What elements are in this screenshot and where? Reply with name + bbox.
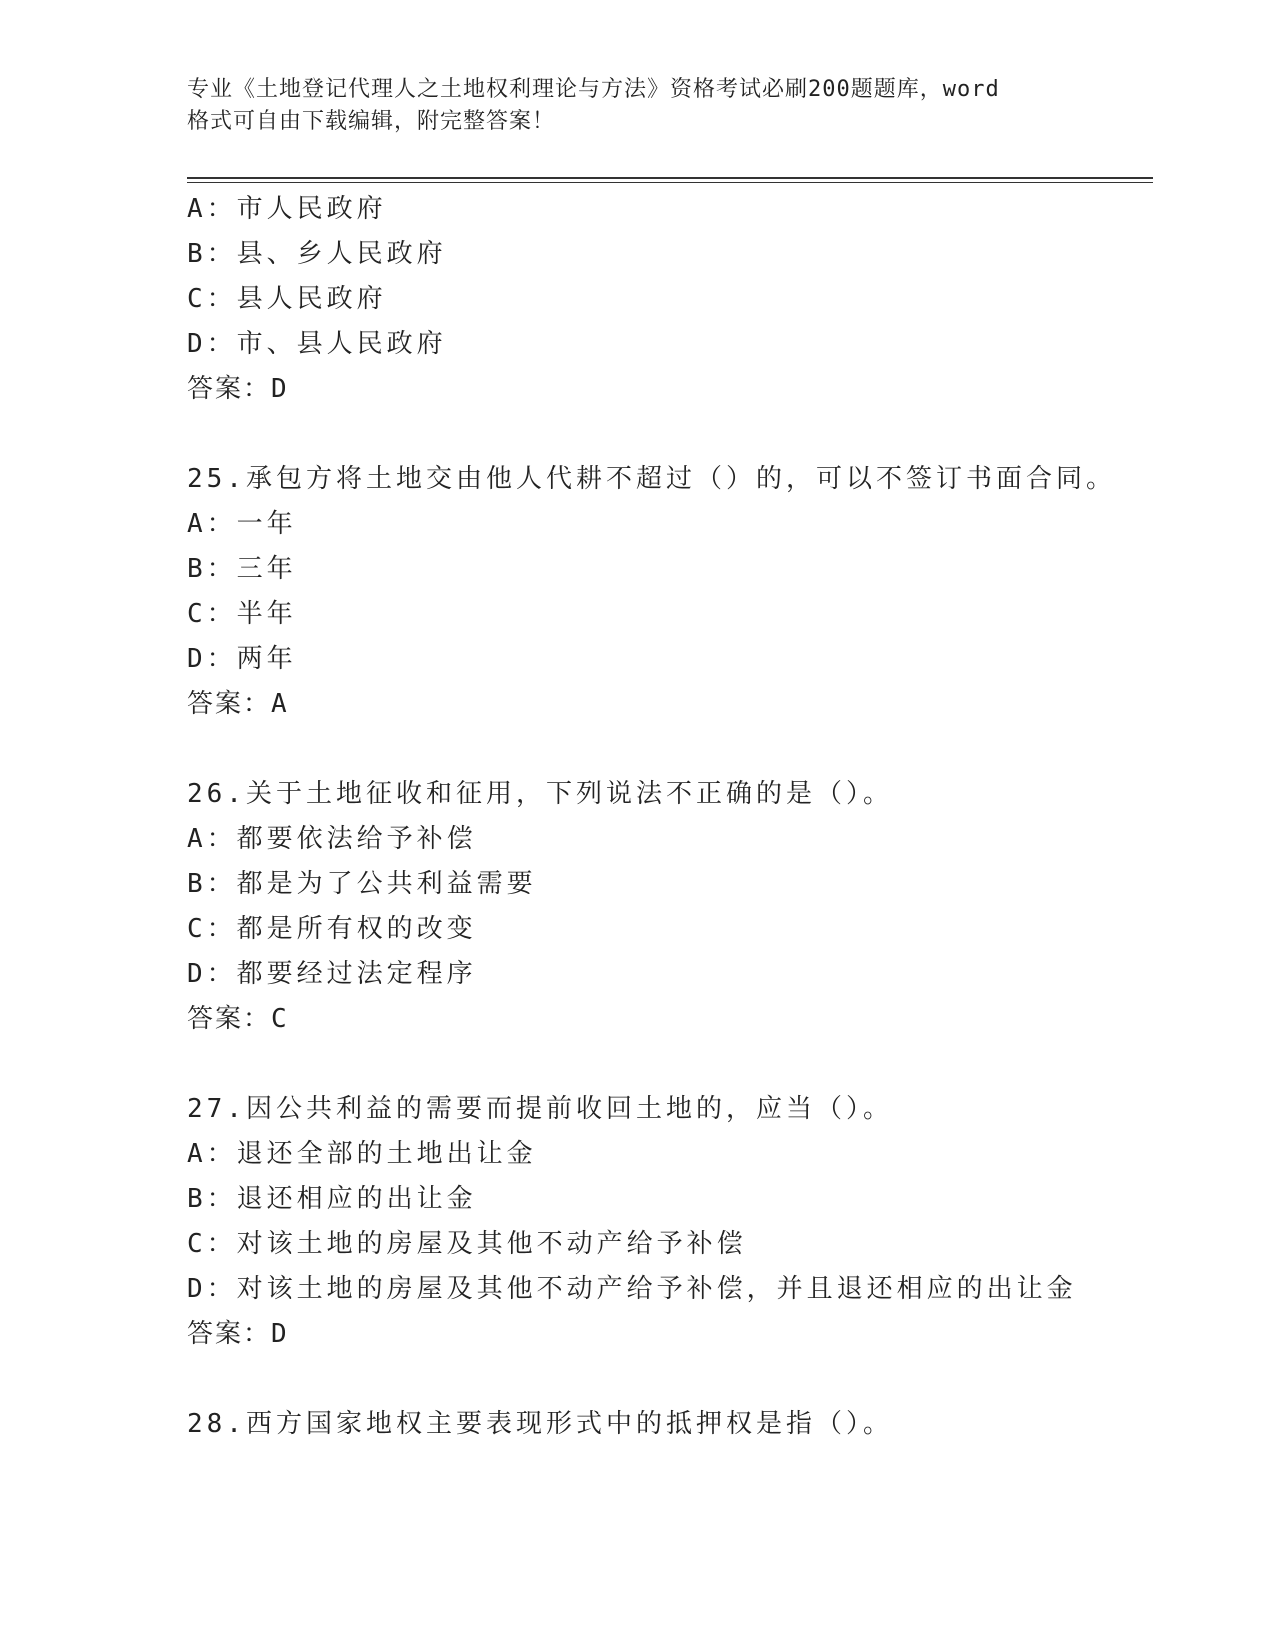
answer-q24: 答案：D bbox=[187, 374, 289, 404]
option-b-q24: B：县、乡人民政府 bbox=[187, 239, 447, 269]
option-d-q24: D：市、县人民政府 bbox=[187, 329, 447, 359]
option-a-q24: A：市人民政府 bbox=[187, 194, 387, 224]
header-divider-thin bbox=[187, 182, 1153, 183]
option-a-q25: A：一年 bbox=[187, 509, 297, 539]
option-c-q25: C：半年 bbox=[187, 599, 297, 629]
header-line-1: 专业《土地登记代理人之土地权利理论与方法》资格考试必刷200题题库，word bbox=[187, 77, 1000, 102]
document-header bbox=[187, 74, 1067, 138]
header-divider-thick bbox=[187, 177, 1153, 179]
question-26: 26.关于土地征收和征用，下列说法不正确的是（）。 bbox=[187, 779, 893, 809]
option-c-q24: C：县人民政府 bbox=[187, 284, 387, 314]
option-b-q26: B：都是为了公共利益需要 bbox=[187, 869, 537, 899]
option-a-q27: A：退还全部的土地出让金 bbox=[187, 1139, 537, 1169]
header-line-2: 格式可自由下载编辑，附完整答案！ bbox=[187, 109, 556, 134]
answer-q25: 答案：A bbox=[187, 689, 289, 719]
option-b-q25: B：三年 bbox=[187, 554, 297, 584]
answer-q27: 答案：D bbox=[187, 1319, 289, 1349]
question-27: 27.因公共利益的需要而提前收回土地的，应当（）。 bbox=[187, 1094, 893, 1124]
option-c-q27: C：对该土地的房屋及其他不动产给予补偿 bbox=[187, 1229, 747, 1259]
option-d-q25: D：两年 bbox=[187, 644, 297, 674]
option-d-q27: D：对该土地的房屋及其他不动产给予补偿，并且退还相应的出让金 bbox=[187, 1274, 1077, 1304]
question-25: 25.承包方将土地交由他人代耕不超过（）的，可以不签订书面合同。 bbox=[187, 464, 1116, 494]
option-d-q26: D：都要经过法定程序 bbox=[187, 959, 477, 989]
option-b-q27: B：退还相应的出让金 bbox=[187, 1184, 477, 1214]
answer-q26: 答案：C bbox=[187, 1004, 289, 1034]
option-a-q26: A：都要依法给予补偿 bbox=[187, 824, 477, 854]
question-28: 28.西方国家地权主要表现形式中的抵押权是指（）。 bbox=[187, 1409, 893, 1439]
option-c-q26: C：都是所有权的改变 bbox=[187, 914, 477, 944]
